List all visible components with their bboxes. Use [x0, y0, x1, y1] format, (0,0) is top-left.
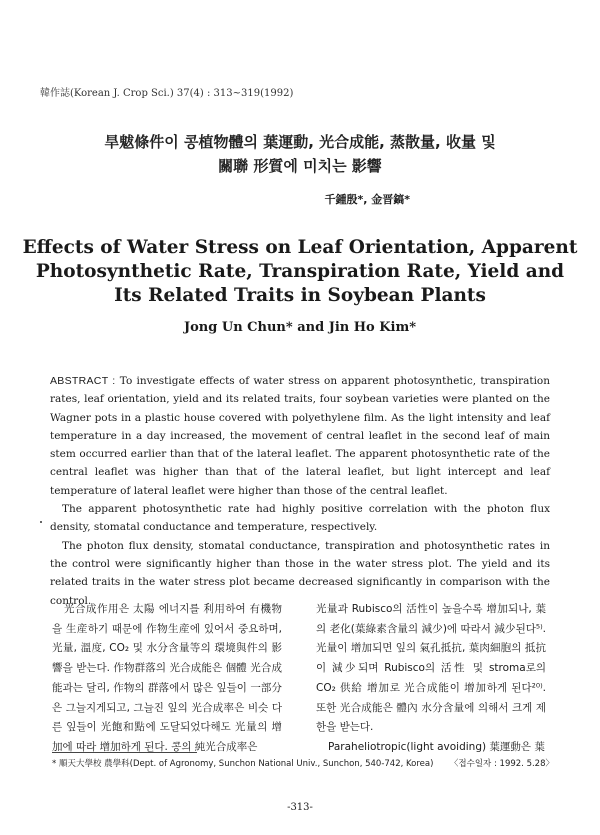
korean-title-line-1: 旱魃條件이 콩植物體의 葉運動, 光合成能, 蒸散量, 收量 및	[104, 133, 496, 151]
body-column-left	[52, 600, 282, 758]
abstract-paragraph-3: The photon flux density, stomatal conductance, transpiration and photosynthetic rates in the control were significantly higher than those in the water stress plot. The yield and its related traits in the water stress plot became decreased significantly in comparison with the control.	[50, 539, 550, 607]
margin-mark	[40, 521, 42, 523]
body-right-paragraph-2: Paraheliotropic(light avoiding) 葉運動은 葉	[328, 740, 545, 753]
english-title-line-3: Its Related Traits in Soybean Plants	[114, 285, 486, 306]
korean-title-line-2: 關聯 形質에 미치는 影響	[218, 157, 382, 175]
abstract	[50, 372, 550, 610]
footnote-divider	[52, 752, 197, 753]
affiliation-footnote: * 順天大學校 農學科(Dept. of Agronomy, Sunchon National Univ., Sunchon, 540-742, Korea)	[52, 759, 434, 769]
english-title-line-2: Photosynthetic Rate, Transpiration Rate, Yield and	[35, 261, 565, 282]
page-number: -313-	[287, 802, 313, 813]
body-left-paragraph: 光合成作用은 太陽 에너지를 利用하여 有機物을 生産하기 때문에 作物生産에 있어서 중요하며, 光量, 溫度, CO₂ 및 水分含量等의 環境與件의 影響을 받는다. 作物群落의 光合成能은 個體 光合成能과는 달리, 作物의 群落에서 많은 잎들이 一部分은 그늘지게되고, 그늘진 잎의 光合成率은 비슷 다른 잎들이 光飽和點에 도달되었다해도 光量의 增加에 따라 增加하게 된다. 콩의 純光合成率은	[52, 603, 282, 753]
abstract-paragraph-2: The apparent photosynthetic rate had highly positive correlation with the photon flux density, stomatal conductance and temperature, respectively.	[50, 503, 550, 534]
received-date: 〈접수일자 : 1992. 5.28〉	[449, 759, 554, 769]
english-title-line-1: Effects of Water Stress on Leaf Orientation, Apparent	[22, 237, 578, 258]
abstract-text-1: To investigate effects of water stress on apparent photosynthetic, transpiration rates, leaf orientation, yield and its related traits, four soybean varieties were planted on the Wagner pots in a plastic house covered with polyethylene film. As the light intensity and leaf temperature in a day increased, the movement of central leaflet in the second leaf of main stem occurred earlier than that of the lateral leaflet. The apparent photosynthetic rate of the central leaflet was higher than that of the lateral leaflet, but light intercept and leaf temperature of lateral leaflet were higher than those of the central leaflet.	[50, 375, 551, 497]
korean-title	[0, 130, 600, 178]
abstract-label: ABSTRACT :	[50, 375, 116, 387]
abstract-paragraph-1	[50, 372, 550, 500]
korean-authors: 千鍾殷*, 金晋鎬*	[324, 193, 410, 206]
english-authors: Jong Un Chun* and Jin Ho Kim*	[183, 320, 417, 335]
body-column-right	[316, 600, 546, 758]
journal-citation: 韓作誌(Korean J. Crop Sci.) 37(4) : 313~319(1992)	[40, 88, 294, 99]
english-title	[0, 236, 600, 308]
body-right-paragraph-1: 光量과 Rubisco의 活性이 높을수록 增加되나, 葉의 老化(葉綠素含量의 減少)에 따라서 減少된다⁵⁾. 光量이 增加되면 잎의 氣孔抵抗, 葉肉細胞의 抵抗이 減少되며 Rubisco의 活性 및 stroma로의 CO₂ 供給 增加로 光合成能이 增加하게 된다²⁰⁾. 또한 光合成能은 體內 水分含量에 의해서 크게 제한을 받는다.	[316, 603, 546, 734]
